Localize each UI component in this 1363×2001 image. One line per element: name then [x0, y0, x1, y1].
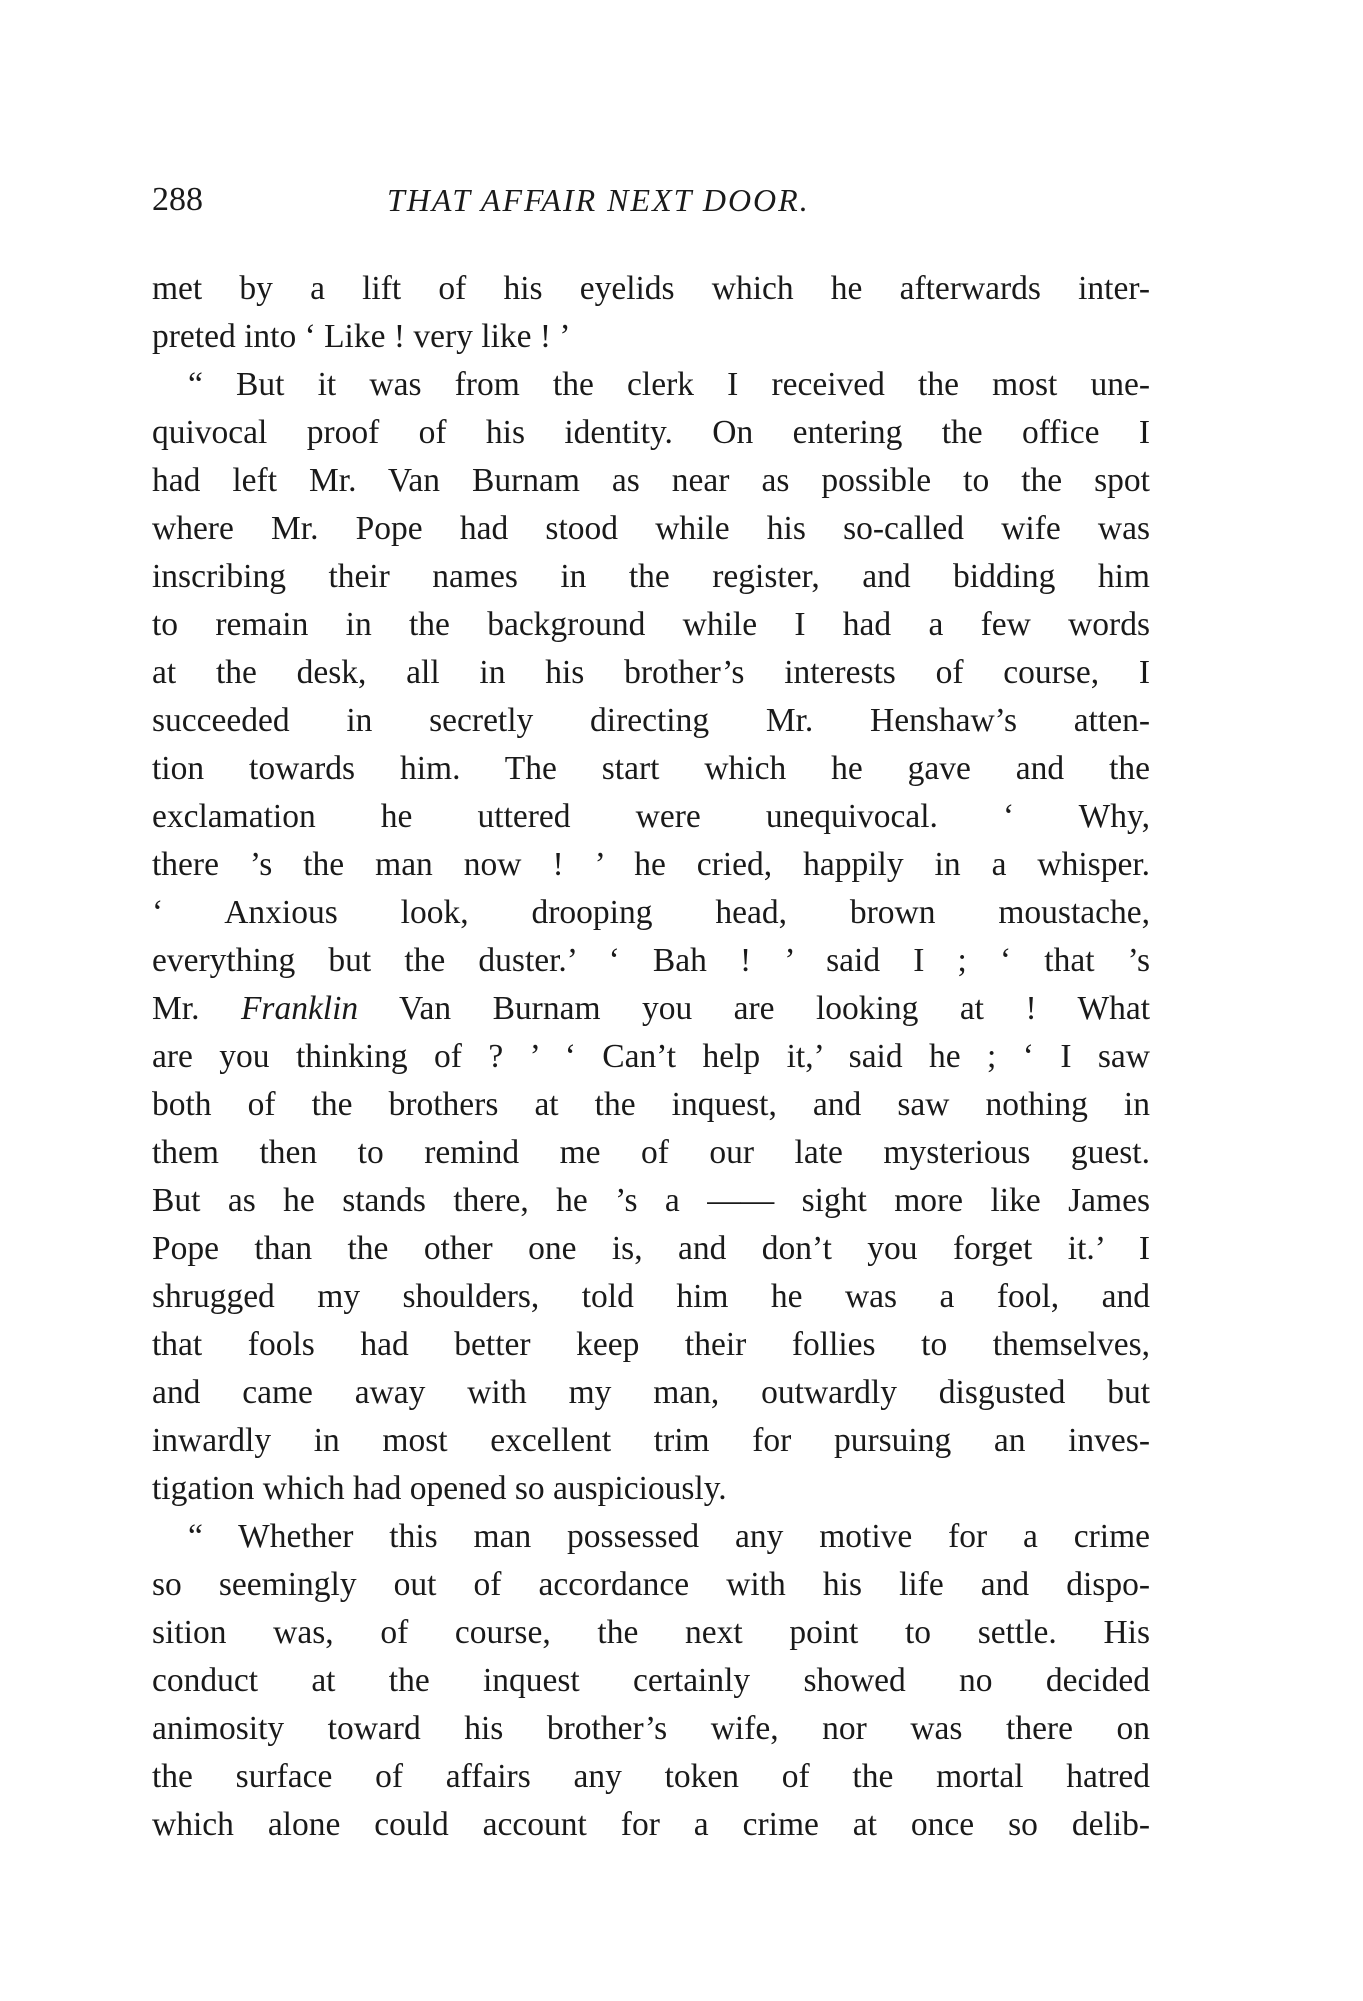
- text-line: succeeded in secretly directing Mr. Henshaw’s atten-: [152, 702, 1150, 739]
- text-line: both of the brothers at the inquest, and saw nothing in: [152, 1086, 1150, 1123]
- text-line: sition was, of course, the next point to settle. His: [152, 1614, 1150, 1651]
- italic-name: Franklin: [240, 990, 359, 1027]
- running-head: [152, 178, 1152, 228]
- text-line: “ But it was from the clerk I received the most une-: [188, 366, 1150, 403]
- text-line: tigation which had opened so auspiciously.: [152, 1470, 727, 1507]
- page-number: 288: [152, 181, 203, 218]
- text-line: that fools had better keep their follies to themselves,: [152, 1326, 1150, 1363]
- line-prefix: Mr.: [152, 990, 241, 1027]
- text-line: everything but the duster.’ ‘ Bah ! ’ said I ; ‘ that ’s: [152, 942, 1150, 979]
- body-text: [152, 265, 1150, 1849]
- text-line: shrugged my shoulders, told him he was a fool, and: [152, 1278, 1150, 1315]
- text-line: ‘ Anxious look, drooping head, brown moustache,: [152, 894, 1150, 931]
- text-line: conduct at the inquest certainly showed no decided: [152, 1662, 1150, 1699]
- text-line: there ’s the man now ! ’ he cried, happily in a whisper.: [152, 846, 1150, 883]
- line-suffix: Van Burnam you are looking at ! What: [358, 990, 1150, 1027]
- text-line: quivocal proof of his identity. On entering the office I: [152, 414, 1150, 451]
- text-line: Pope than the other one is, and don’t you forget it.’ I: [152, 1230, 1150, 1267]
- text-line: inscribing their names in the register, and bidding him: [152, 558, 1150, 595]
- text-line: exclamation he uttered were unequivocal. ‘ Why,: [152, 798, 1150, 835]
- text-line: and came away with my man, outwardly disgusted but: [152, 1374, 1150, 1411]
- running-title: THAT AFFAIR NEXT DOOR.: [387, 182, 810, 218]
- text-line: inwardly in most excellent trim for pursuing an inves-: [152, 1422, 1150, 1459]
- text-line: tion towards him. The start which he gave and the: [152, 750, 1150, 787]
- text-line: had left Mr. Van Burnam as near as possible to the spot: [152, 462, 1150, 499]
- text-line: them then to remind me of our late mysterious guest.: [152, 1134, 1150, 1171]
- text-line: animosity toward his brother’s wife, nor was there on: [152, 1710, 1150, 1747]
- text-line: “ Whether this man possessed any motive for a crime: [188, 1518, 1150, 1555]
- text-line: which alone could account for a crime at once so delib-: [152, 1806, 1150, 1843]
- text-line: are you thinking of ? ’ ‘ Can’t help it,’ said he ; ‘ I saw: [152, 1038, 1150, 1075]
- text-line: at the desk, all in his brother’s interests of course, I: [152, 654, 1150, 691]
- text-line: But as he stands there, he ’s a —— sight more like James: [152, 1182, 1150, 1219]
- text-line-with-italic: [152, 985, 1150, 1033]
- text-line: where Mr. Pope had stood while his so-called wife was: [152, 510, 1150, 547]
- text-line: to remain in the background while I had a few words: [152, 606, 1150, 643]
- text-line: so seemingly out of accordance with his life and dispo-: [152, 1566, 1150, 1603]
- text-line: met by a lift of his eyelids which he afterwards inter-: [152, 270, 1150, 307]
- text-line: preted into ‘ Like ! very like ! ’: [152, 318, 571, 355]
- text-line: the surface of affairs any token of the mortal hatred: [152, 1758, 1150, 1795]
